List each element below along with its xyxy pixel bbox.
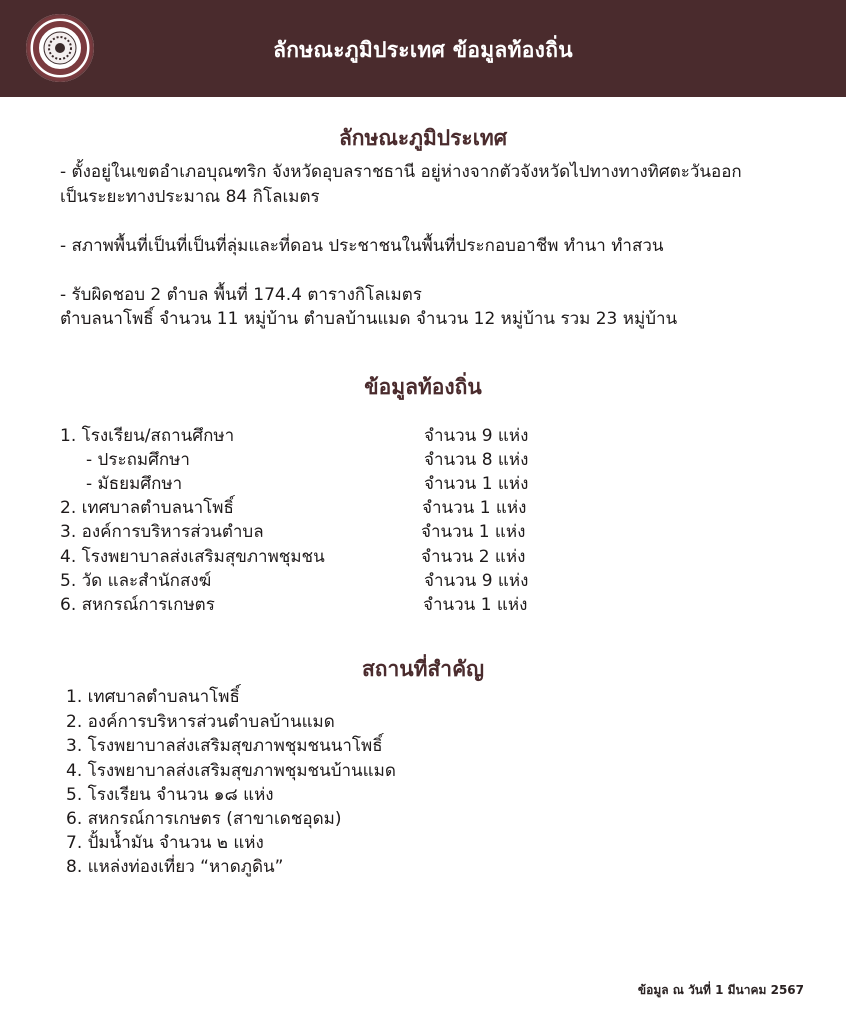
local-data-count: จำนวน 9 แห่ง [424, 426, 529, 446]
important-places-heading: สถานที่สำคัญ [361, 657, 485, 681]
local-data-row [60, 470, 620, 494]
local-data-name: 3. องค์การบริหารส่วนตำบล [60, 522, 264, 542]
local-data-row [60, 446, 620, 470]
local-data-row [60, 494, 620, 518]
local-data-row [60, 422, 620, 446]
local-data-row [60, 543, 620, 567]
terrain-line: - รับผิดชอบ 2 ตำบล พื้นที่ 174.4 ตารางกิโลเมตร [60, 285, 422, 305]
local-data-name: - ประถมศึกษา [86, 450, 190, 470]
local-data-count: จำนวน 9 แห่ง [424, 571, 529, 591]
place-item: 2. องค์การบริหารส่วนตำบลบ้านแมด [66, 712, 335, 732]
place-item: 4. โรงพยาบาลส่งเสริมสุขภาพชุมชนบ้านแมด [66, 761, 396, 781]
place-item: 1. เทศบาลตำบลนาโพธิ์ [66, 687, 240, 707]
local-data-row [60, 567, 620, 591]
place-item: 8. แหล่งท่องเที่ยว “หาดภูดิน” [66, 857, 284, 877]
place-item: 3. โรงพยาบาลส่งเสริมสุขภาพชุมชนนาโพธิ์ [66, 736, 383, 756]
local-data-name: 1. โรงเรียน/สถานศึกษา [60, 426, 235, 446]
terrain-line: - ตั้งอยู่ในเขตอำเภอบุณฑริก จังหวัดอุบลราชธานี อยู่ห่างจากตัวจังหวัดไปทางทางทิศตะวันออก [60, 162, 742, 182]
place-item: 7. ปั้มน้ำมัน จำนวน ๒ แห่ง [66, 833, 264, 853]
header-bar [0, 0, 846, 97]
local-data-count: จำนวน 1 แห่ง [422, 498, 527, 518]
place-item: 5. โรงเรียน จำนวน ๑๘ แห่ง [66, 785, 274, 805]
local-data-row [60, 518, 620, 542]
local-data-heading: ข้อมูลท้องถิ่น [364, 375, 482, 399]
terrain-line: เป็นระยะทางประมาณ 84 กิโลเมตร [60, 187, 320, 207]
local-data-count: จำนวน 1 แห่ง [421, 522, 526, 542]
terrain-line: - สภาพพื้นที่เป็นที่เป็นที่ลุ่มและที่ดอน ประชาชนในพื้นที่ประกอบอาชีพ ทำนา ทำสวน [60, 236, 664, 256]
local-data-name: 2. เทศบาลตำบลนาโพธิ์ [60, 498, 234, 518]
data-date-note: ข้อมูล ณ วันที่ 1 มีนาคม 2567 [637, 983, 804, 997]
local-data-name: 5. วัด และสำนักสงฆ์ [60, 571, 212, 591]
local-data-name: 4. โรงพยาบาลส่งเสริมสุขภาพชุมชน [60, 547, 325, 567]
local-data-count: จำนวน 2 แห่ง [421, 547, 526, 567]
local-data-name: - มัธยมศึกษา [86, 474, 183, 494]
terrain-line: ตำบลนาโพธิ์ จำนวน 11 หมู่บ้าน ตำบลบ้านแมด จำนวน 12 หมู่บ้าน รวม 23 หมู่บ้าน [60, 309, 678, 329]
local-data-name: 6. สหกรณ์การเกษตร [60, 595, 215, 615]
terrain-heading: ลักษณะภูมิประเทศ [338, 126, 508, 150]
local-data-count: จำนวน 8 แห่ง [424, 450, 529, 470]
page-title: ลักษณะภูมิประเทศ ข้อมูลท้องถิ่น [273, 38, 573, 62]
place-item: 6. สหกรณ์การเกษตร (สาขาเดชอุดม) [66, 809, 342, 829]
local-data-count: จำนวน 1 แห่ง [424, 474, 529, 494]
local-data-row [60, 591, 620, 615]
local-data-count: จำนวน 1 แห่ง [423, 595, 528, 615]
